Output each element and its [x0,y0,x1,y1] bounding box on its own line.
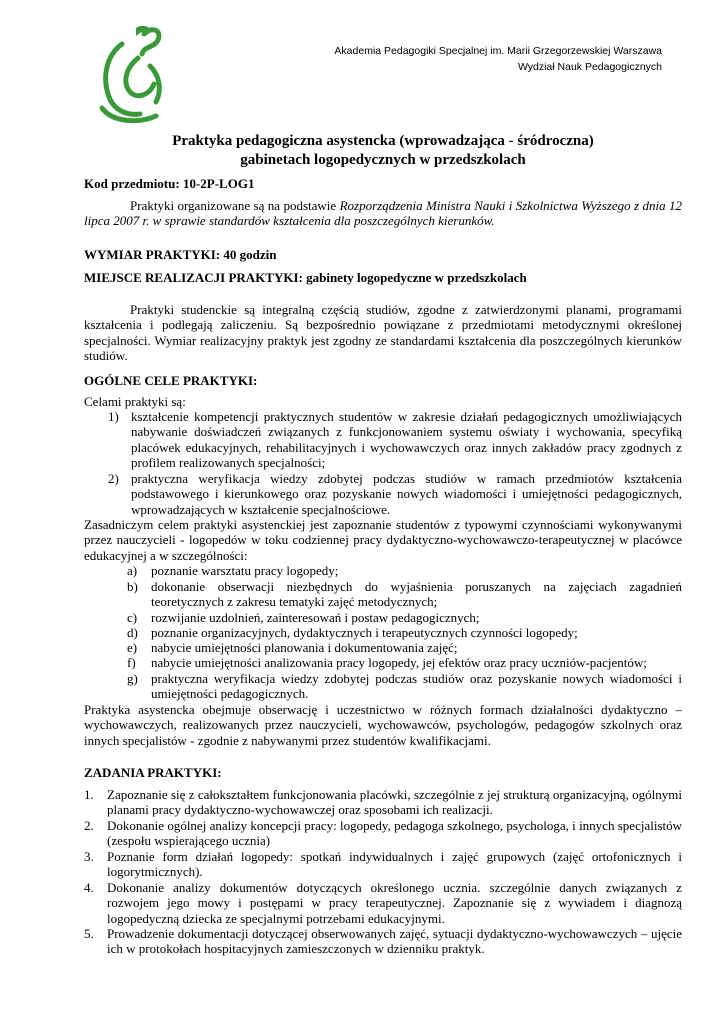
faculty-name: Wydział Nauk Pedagogicznych [517,61,662,73]
course-code-value: 10-2P-LOG1 [182,176,255,191]
list-item: kształcenie kompetencji praktycznych studentów w zakresie działań pedagogicznych umożliwiających nabywanie doświadczeń związanych z funkcjonowaniem systemu oświaty i wychowania, specyfiką placówek edukacyjnych, rehabilitacyjnych i wychowawczych oraz innych zakładów pracy zgodnych z profilem realizowanych specjalności; [131,409,682,470]
title-line-2: gabinetach logopedycznych w przedszkolach [240,152,526,168]
course-code-label: Kod przedmiotu: [84,176,180,191]
closing-paragraph: Praktyka asystencka obejmuje obserwację i uczestnictwo w różnych formach działalności dydaktyczno – wychowawczych, realizowanych przez nauczycieli, wychowawców, psychologów, pedagogów szkolnych oraz innych specjalistów - zgodnie z nabywanymi przez studentów kwalifikacjami. [84,702,682,748]
task-number: 5. [84,926,94,941]
general-goals-lead: Celami praktyki są: [84,394,186,409]
sub-item: nabycie umiejętności planowania i dokumentowania zajęć; [151,640,458,655]
institution-name: Akademia Pedagogiki Specjalnej im. Marii Grzegorzewskiej Warszawa [334,45,662,57]
main-goal-paragraph: Zasadniczym celem praktyki asystenckiej jest zapoznanie studentów z typowymi czynnościami wykonywanymi przez nauczycieli - logopedów w toku codziennej pracy dydaktyczno-wychowawczo-terapeutycznej w placówce edukacyjnej a w szczególności: [84,517,682,563]
list-item: praktyczna weryfikacja wiedzy zdobytej podczas studiów w ramach przedmiotów kształcenia podstawowego i kierunkowego oraz pozyskanie nowych wiadomości i umiejętności pedagogicznych, wprowadzających w kształcenie specjalnościowe. [131,471,682,517]
task-item: Poznanie form działań logopedy: spotkań indywidualnych i zajęć grupowych (zajęć ortofonicznych i logorytmicznych). [107,849,682,880]
general-goals-heading: OGÓLNE CELE PRAKTYKI: [84,373,258,388]
task-number: 3. [84,849,94,864]
practice-place: MIEJSCE REALIZACJI PRAKTYKI: gabinety logopedyczne w przedszkolach [84,270,527,285]
task-number: 4. [84,880,94,895]
document-title [84,132,682,170]
list-item-number: 2) [108,471,119,486]
task-item: Prowadzenie dokumentacji dotyczącej obserwowanych zajęć, sytuacji dydaktyczno-wychowawczych – ujęcie ich w protokołach hospitacyjnych zamieszczonych w dzienniku praktyk. [107,926,682,957]
sub-item-letter: d) [127,625,138,640]
sub-item-letter: e) [127,640,138,655]
practice-scope: WYMIAR PRAKTYKI: 40 godzin [84,247,277,262]
task-number: 2. [84,818,94,833]
title-line-1: Praktyka pedagogiczna asystencka (wprowadzająca - śródroczna) [172,133,594,149]
sub-item: nabycie umiejętności analizowania pracy logopedy, jej efektów oraz pracy uczniów-pacjentów; [151,655,647,670]
task-item: Dokonanie ogólnej analizy koncepcji pracy: logopedy, pedagoga szkolnego, psychologa, i innych specjalistów (zespołu wspierającego ucznia) [107,818,682,849]
sub-item: praktyczna weryfikacja wiedzy zdobytej podczas studiów oraz pozyskanie nowych wiadomości i umiejętności pedagogicznych. [151,671,682,702]
task-item: Zapoznanie się z całokształtem funkcjonowania placówki, szczególnie z jej strukturą organizacyjną, ogólnymi planami pracy dydaktyczno-wychowawczej oraz sposobami ich realizacji. [107,787,682,818]
sub-item-letter: a) [127,563,138,578]
tasks-heading: ZADANIA PRAKTYKI: [84,765,222,780]
sub-item-letter: b) [127,579,138,594]
course-code [84,176,682,191]
sub-item: poznanie organizacyjnych, dydaktycznych i terapeutycznych czynności logopedy; [151,625,578,640]
intro-regulation: Rozporządzenia Ministra Nauki i Szkolnictwa Wyższego z dnia 12 lipca 2007 r. w sprawie standardów kształcenia dla poszczególnych kierunków. [84,198,682,229]
sub-item: poznanie warsztatu pracy logopedy; [151,563,339,578]
description-paragraph: Praktyki studenckie są integralną częścią studiów, zgodne z zatwierdzonymi planami, programami kształcenia i podlegają zaliczeniu. Są bezpośrednio powiązane z przedmiotami metodycznymi określonej specjalności. Wymiar realizacyjny praktyk jest zgodny ze standardami kształcenia dla poszczególnych kierunków studiów. [84,302,682,363]
intro-text: Praktyki organizowane są na podstawie [130,198,340,213]
sub-item-letter: g) [127,671,138,686]
sub-item-letter: c) [127,610,138,625]
intro-paragraph [84,198,682,229]
sub-item-letter: f) [127,655,136,670]
task-item: Dokonanie analizy dokumentów dotyczących określonego ucznia. szczególnie danych związanych z rozwojem jego mowy i postępami w pracy terapeutycznej. Zapoznanie się z wywiadem i diagnozą logopedyczną dziecka ze specjalnymi potrzebami edukacyjnymi. [107,880,682,926]
institution-header [334,43,662,75]
university-logo [92,24,170,126]
task-number: 1. [84,787,94,802]
sub-item: dokonanie obserwacji niezbędnych do wyjaśnienia poruszanych na zajęciach zagadnień teoretycznych z zakresu tematyki zajęć metodycznych; [151,579,682,610]
list-item-number: 1) [108,409,119,424]
sub-item: rozwijanie uzdolnień, zainteresowań i postaw pedagogicznych; [151,610,480,625]
